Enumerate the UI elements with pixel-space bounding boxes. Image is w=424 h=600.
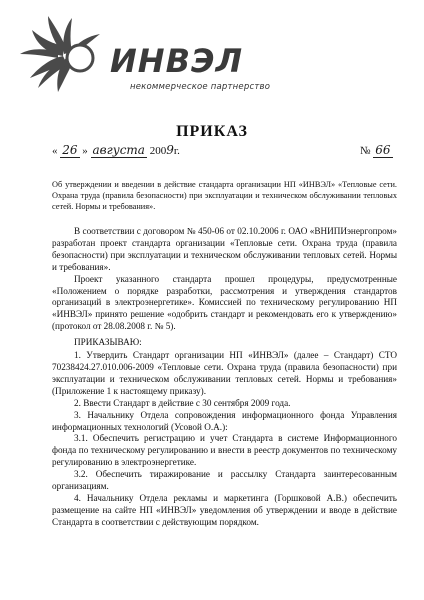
number-label: № [360, 145, 371, 157]
paragraph-contract: В соответствии с договором № 450-06 от 02.10.2006 г. ОАО «ВНИПИэнергопром» разработан проект стандарта организации «Тепловые сети. Охрана труда (правила безопасности) при эксплуатации и техническом обслуживании тепловых сетей. Нормы и требования». [52, 226, 397, 272]
paragraph-procedure: Проект указанного стандарта прошел процедуры, предусмотренные «Положением о порядке разработки, рассмотрения и утверждения стандартов организаций в электроэнергетике». Комиссией по техническому регулированию НП «ИНВЭЛ» принято решение «одобрить стандарт и рекомендовать его к утверждению» (протокол от 28.08.2008 г. № 5). [52, 273, 397, 332]
date-day: 26 [62, 143, 78, 157]
order-number [360, 143, 393, 157]
order-subject: Об утверждении и введении в действие стандарта организации НП «ИНВЭЛ» «Тепловые сети. Охрана труда (правила безопасности) при эксплуатации и техническом обслуживании тепловых сетей. Нормы и требования». [52, 180, 397, 211]
order-item-3-1: 3.1. Обеспечить регистрацию и учет Стандарта в системе Информационного фонда по техническому регулированию и внести в реестр документов по техническому регулированию в электроэнергетике. [52, 433, 397, 468]
order-item-2: 2. Ввести Стандарт в действие с 30 сентября 2009 года. [74, 397, 291, 408]
logo-sun-icon [18, 14, 108, 94]
order-item-3-2: 3.2. Обеспечить тиражирование и рассылку Стандарта заинтересованным организациям. [52, 469, 397, 492]
order-date [52, 143, 180, 157]
order-item-1: 1. Утвердить Стандарт организации НП «ИНВЭЛ» (далее – Стандарт) СТО 70238424.27.010.006-2009 «Тепловые сети. Охрана труда (правила безопасности) при эксплуатации и техническом обслуживании тепловых сетей. Нормы и требования» (Приложение 1 к настоящему приказу). [52, 350, 397, 396]
number-value: 66 [375, 143, 391, 157]
date-prefix: « [52, 145, 58, 157]
orders-heading: ПРИКАЗЫВАЮ: [74, 337, 142, 348]
document-title: ПРИКАЗ [176, 123, 248, 140]
date-suffix: г. [173, 145, 180, 157]
logo-name: ИНВЭЛ [110, 42, 244, 80]
order-item-3: 3. Начальнику Отдела сопровождения информационного фонда Управления информационных технологий (Усовой О.А.): [52, 409, 397, 432]
date-year-digit: 9 [166, 143, 174, 157]
date-month: августа [92, 143, 145, 157]
order-item-4: 4. Начальнику Отдела рекламы и маркетинга (Горшковой А.В.) обеспечить размещение на сайте НП «ИНВЭЛ» уведомления об утверждении и вводе в действие Стандарта в соответствии с действующим порядком. [52, 492, 397, 527]
logo [18, 14, 278, 94]
date-year-prefix: 200 [149, 145, 167, 157]
logo-subtitle: некоммерческое партнерство [130, 82, 271, 92]
date-mid: » [82, 145, 88, 157]
order-body [52, 226, 397, 529]
